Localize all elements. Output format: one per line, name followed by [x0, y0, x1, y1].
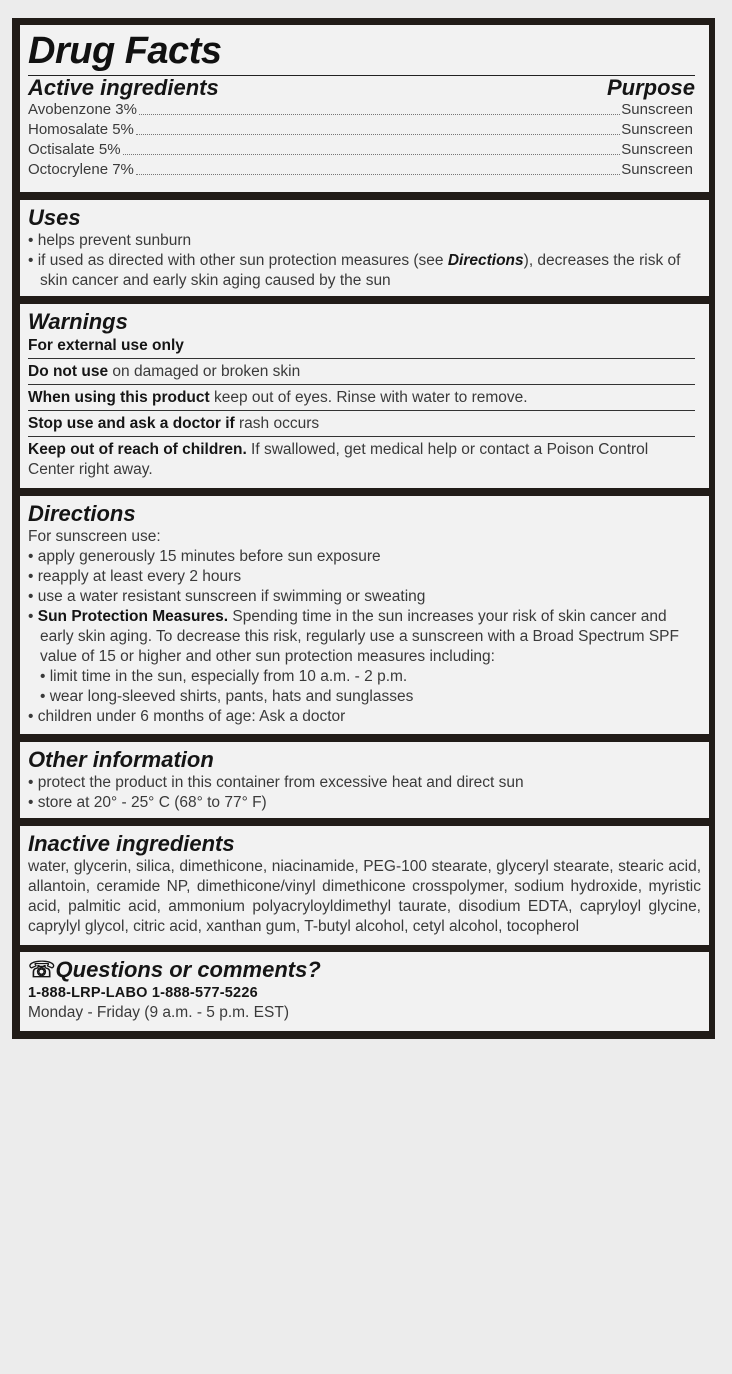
- ingredient-row: [28, 160, 693, 180]
- warning-bold: Keep out of reach of children.: [28, 441, 247, 458]
- directions-sub-bullet: • limit time in the sun, especially from 10 a.m. - 2 p.m.: [40, 668, 408, 685]
- warning-text: on damaged or broken skin: [108, 363, 301, 380]
- uses-text: if used as directed with other sun protection measures (see: [37, 252, 448, 269]
- phone-numbers: 1-888-LRP-LABO 1-888-577-5226: [28, 985, 258, 1001]
- drug-facts-title: Drug Facts: [28, 30, 222, 72]
- warning-bold: When using this product: [28, 389, 210, 406]
- purpose-heading: Purpose: [606, 75, 695, 100]
- drug-facts-label: [12, 18, 715, 1039]
- uses-text: ), decreases the risk of skin cancer and early skin aging caused by the sun: [40, 252, 681, 289]
- ingredient-purpose: Sunscreen: [621, 121, 693, 138]
- warnings-heading: Warnings: [28, 309, 128, 334]
- ingredient-purpose: Sunscreen: [621, 161, 693, 178]
- directions-bullet: • apply generously 15 minutes before sun exposure: [28, 548, 381, 565]
- ingredient-row: [28, 100, 693, 120]
- directions-bullet: • children under 6 months of age: Ask a doctor: [28, 708, 346, 725]
- directions-intro: For sunscreen use:: [28, 528, 161, 545]
- directions-bullet: • reapply at least every 2 hours: [28, 568, 242, 585]
- ingredient-row: [28, 120, 693, 140]
- warning-line: [28, 385, 695, 411]
- active-header-row: [28, 76, 695, 100]
- warning-line: [28, 437, 695, 482]
- directions-text: wear long-sleeved shirts, pants, hats and sunglasses: [49, 688, 414, 705]
- directions-sub-bullet: • wear long-sleeved shirts, pants, hats and sunglasses: [40, 688, 414, 705]
- ingredient-name: Avobenzone 3%: [28, 101, 137, 118]
- leader-dots: [123, 140, 621, 155]
- directions-bullet: • Sun Protection Measures. Spending time in the sun increases your risk of skin cancer and early skin aging. To decrease this risk, regularly use a sunscreen with a Broad Spectrum SPF value of 15 or higher and other sun protection measures including:: [28, 608, 679, 665]
- warning-text: rash occurs: [234, 415, 320, 432]
- directions-text: children under 6 months of age: Ask a doctor: [37, 708, 346, 725]
- ingredient-row: [28, 140, 693, 160]
- external-use-text: For external use only: [28, 337, 184, 354]
- active-ingredients-heading: Active ingredients: [28, 75, 219, 100]
- uses-panel: [20, 200, 709, 296]
- warning-text: keep out of eyes. Rinse with water to remove.: [209, 389, 528, 406]
- ingredient-name: Octisalate 5%: [28, 141, 121, 158]
- leader-dots: [139, 100, 620, 115]
- ingredient-name: Octocrylene 7%: [28, 161, 134, 178]
- leader-dots: [136, 160, 620, 175]
- directions-heading: Directions: [28, 501, 136, 526]
- directions-bullet: • use a water resistant sunscreen if swimming or sweating: [28, 588, 426, 605]
- directions-reference: Directions: [447, 252, 524, 269]
- directions-text: apply generously 15 minutes before sun exposure: [37, 548, 381, 565]
- ingredient-purpose: Sunscreen: [621, 141, 693, 158]
- inactive-ingredients-heading: Inactive ingredients: [28, 831, 235, 856]
- questions-heading: Questions or comments?: [55, 957, 321, 982]
- telephone-icon: ☏: [28, 957, 56, 982]
- ingredient-purpose: Sunscreen: [621, 101, 693, 118]
- uses-bullet: • if used as directed with other sun protection measures (see Directions), decreases the risk of skin cancer and early skin aging caused by the sun: [28, 252, 681, 289]
- directions-panel: [20, 496, 709, 734]
- uses-text: helps prevent sunburn: [37, 232, 192, 249]
- inactive-ingredients-text: water, glycerin, silica, dimethicone, niacinamide, PEG-100 stearate, glyceryl stearate, stearic acid, allantoin, ceramide NP, dimethicone/vinyl dimethicone crosspolymer, sodium hydroxide, myristic acid, palmitic acid, ammonium polyacryloyldimethyl taurate, disodium EDTA, capryloyl glycine, caprylyl glycol, citric acid, xanthan gum, T-butyl alcohol, cetyl alcohol, tocopherol: [28, 858, 701, 935]
- warning-line: [28, 335, 695, 359]
- other-information-panel: [20, 742, 709, 818]
- warning-line: [28, 359, 695, 385]
- questions-heading-row: [28, 958, 701, 982]
- other-bullet: • store at 20° - 25° C (68° to 77° F): [28, 794, 267, 811]
- uses-bullet: • helps prevent sunburn: [28, 232, 192, 249]
- ingredient-name: Homosalate 5%: [28, 121, 134, 138]
- active-ingredients-panel: [20, 25, 709, 192]
- warning-text: If swallowed, get medical help or contact a Poison Control Center right away.: [28, 441, 649, 478]
- warning-bold: Stop use and ask a doctor if: [28, 415, 235, 432]
- other-bullet: • protect the product in this container from excessive heat and direct sun: [28, 774, 524, 791]
- directions-text: use a water resistant sunscreen if swimming or sweating: [37, 588, 426, 605]
- directions-text: reapply at least every 2 hours: [37, 568, 242, 585]
- warning-bold: Do not use: [28, 363, 109, 380]
- leader-dots: [136, 120, 620, 135]
- other-information-heading: Other information: [28, 747, 214, 772]
- hours-text: Monday - Friday (9 a.m. - 5 p.m. EST): [28, 1004, 289, 1021]
- warning-line: [28, 411, 695, 437]
- inactive-ingredients-panel: [20, 826, 709, 945]
- questions-panel: [20, 952, 709, 1031]
- directions-text: limit time in the sun, especially from 10 a.m. - 2 p.m.: [49, 668, 408, 685]
- other-text: store at 20° - 25° C (68° to 77° F): [37, 794, 267, 811]
- warnings-panel: [20, 304, 709, 488]
- uses-heading: Uses: [28, 205, 81, 230]
- sun-protection-heading: Sun Protection Measures.: [37, 608, 229, 625]
- other-text: protect the product in this container from excessive heat and direct sun: [37, 774, 524, 791]
- directions-text: Spending time in the sun increases your risk of skin cancer and early skin aging. To decrease this risk, regularly use a sunscreen with a Broad Spectrum SPF value of 15 or higher and other sun protection measures including:: [40, 608, 679, 665]
